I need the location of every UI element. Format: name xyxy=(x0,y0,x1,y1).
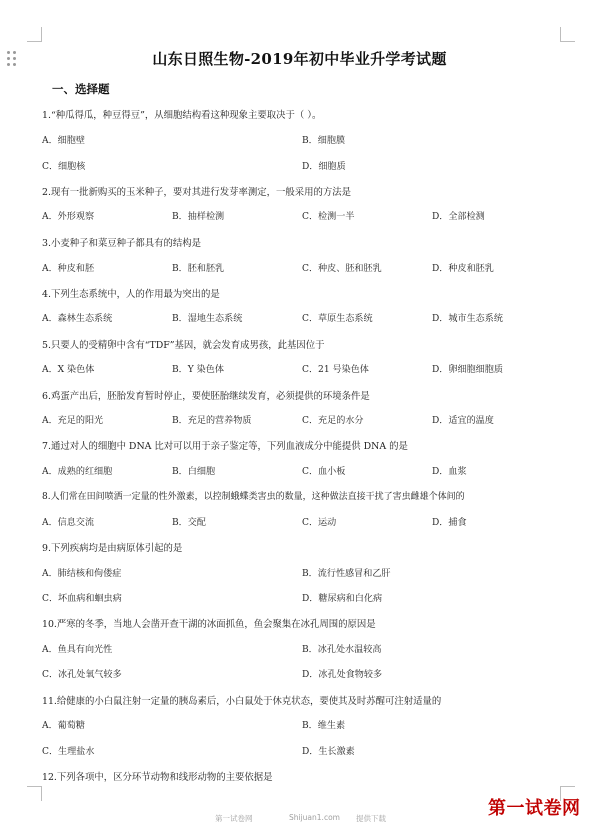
section-heading: 一、选择题 xyxy=(52,82,110,96)
question-1-option-a[interactable]: A．细胞壁 xyxy=(42,136,85,146)
question-3-option-a[interactable]: A．种皮和胚 xyxy=(42,264,95,274)
question-10-option-d[interactable]: D．冰孔处食物较多 xyxy=(302,670,383,680)
question-9-option-c[interactable]: C．坏血病和蛔虫病 xyxy=(42,594,122,604)
question-6-option-a[interactable]: A．充足的阳光 xyxy=(42,416,104,426)
question-2: 2.现有一批新购买的玉米种子，要对其进行发芽率测定，一般采用的方法是 xyxy=(42,187,351,198)
question-2-option-b[interactable]: B．抽样检测 xyxy=(172,212,225,222)
question-9-option-a[interactable]: A．肺结核和佝偻症 xyxy=(42,569,122,579)
question-5: 5.只要人的受精卵中含有“TDF”基因，就会发育成男孩，此基因位于 xyxy=(42,340,325,351)
question-4-option-b[interactable]: B．湿地生态系统 xyxy=(172,314,243,324)
question-5-option-d[interactable]: D．卵细胞细胞质 xyxy=(432,365,503,375)
question-9: 9.下列疾病均是由病原体引起的是 xyxy=(42,543,183,554)
crop-mark-bottom-left xyxy=(27,786,42,801)
question-1-option-c[interactable]: C．细胞核 xyxy=(42,162,86,172)
question-3-option-d[interactable]: D．种皮和胚乳 xyxy=(432,264,494,274)
question-3: 3.小麦种子和菜豆种子都具有的结构是 xyxy=(42,238,201,249)
question-3-option-c[interactable]: C．种皮、胚和胚乳 xyxy=(302,264,382,274)
question-11: 11.给健康的小白鼠注射一定量的胰岛素后，小白鼠处于休克状态，要使其及时苏醒可注射适量的 xyxy=(42,696,442,707)
question-11-option-b[interactable]: B．维生素 xyxy=(302,721,346,731)
question-1: 1.“种瓜得瓜，种豆得豆”，从细胞结构看这种现象主要取决于（ ）。 xyxy=(42,110,322,121)
question-6-option-d[interactable]: D．适宜的温度 xyxy=(432,416,494,426)
question-6: 6.鸡蛋产出后，胚胎发育暂时停止，要使胚胎继续发育，必须提供的环境条件是 xyxy=(42,391,370,402)
question-2-option-a[interactable]: A．外形观察 xyxy=(42,212,95,222)
question-9-option-b[interactable]: B．流行性感冒和乙肝 xyxy=(302,569,391,579)
question-11-option-c[interactable]: C．生理盐水 xyxy=(42,747,95,757)
question-5-option-b[interactable]: B．Y 染色体 xyxy=(172,365,224,375)
question-8-option-c[interactable]: C．运动 xyxy=(302,518,337,528)
question-4-option-d[interactable]: D．城市生态系统 xyxy=(432,314,503,324)
question-2-option-d[interactable]: D．全部检测 xyxy=(432,212,485,222)
question-11-option-a[interactable]: A．葡萄糖 xyxy=(42,721,85,731)
question-10-option-a[interactable]: A．鱼具有向光性 xyxy=(42,645,113,655)
question-1-option-b[interactable]: B．细胞膜 xyxy=(302,136,346,146)
question-6-option-c[interactable]: C．充足的水分 xyxy=(302,416,364,426)
crop-mark-top-left xyxy=(27,27,42,42)
question-8-option-b[interactable]: B．交配 xyxy=(172,518,206,528)
question-7: 7.通过对人的细胞中 DNA 比对可以用于亲子鉴定等，下列血液成分中能提供 DNA 的是 xyxy=(42,441,408,452)
question-11-option-d[interactable]: D．生长激素 xyxy=(302,747,355,757)
question-6-option-b[interactable]: B．充足的营养物质 xyxy=(172,416,252,426)
question-7-option-d[interactable]: D．血浆 xyxy=(432,467,467,477)
question-5-option-a[interactable]: A．X 染色体 xyxy=(42,365,95,375)
crop-mark-top-right xyxy=(560,27,575,42)
question-5-option-c[interactable]: C．21 号染色体 xyxy=(302,365,369,375)
question-8: 8.人们常在田间喷洒一定量的性外激素，以控制蛾蝶类害虫的数量，这种做法直接干扰了害虫雌雄个体间的 xyxy=(42,492,465,502)
question-3-option-b[interactable]: B．胚和胚乳 xyxy=(172,264,225,274)
footer-download-note: 提供下载 xyxy=(356,814,386,823)
question-10-option-c[interactable]: C．冰孔处氧气较多 xyxy=(42,670,122,680)
question-8-option-d[interactable]: D．捕食 xyxy=(432,518,467,528)
question-7-option-a[interactable]: A．成熟的红细胞 xyxy=(42,467,113,477)
question-4-option-c[interactable]: C．草原生态系统 xyxy=(302,314,373,324)
question-8-option-a[interactable]: A．信息交流 xyxy=(42,518,95,528)
question-12: 12.下列各项中，区分环节动物和线形动物的主要依据是 xyxy=(42,772,273,783)
question-4-option-a[interactable]: A．森林生态系统 xyxy=(42,314,113,324)
question-4: 4.下列生态系统中，人的作用最为突出的是 xyxy=(42,289,220,300)
question-7-option-c[interactable]: C．血小板 xyxy=(302,467,346,477)
question-1-option-d[interactable]: D．细胞质 xyxy=(302,162,346,172)
site-logo: 第一试卷网 xyxy=(488,798,581,819)
footer-site-domain[interactable]: Shijuan1.com xyxy=(289,813,340,822)
question-10-option-b[interactable]: B．冰孔处水温较高 xyxy=(302,645,382,655)
question-9-option-d[interactable]: D．糖尿病和白化病 xyxy=(302,594,383,604)
question-2-option-c[interactable]: C．检测一半 xyxy=(302,212,355,222)
document-title: 山东日照生物-2019年初中毕业升学考试题 xyxy=(152,50,447,68)
question-7-option-b[interactable]: B．白细胞 xyxy=(172,467,216,477)
question-10: 10.严寒的冬季，当地人会凿开查干湖的冰面抓鱼，鱼会聚集在冰孔周围的原因是 xyxy=(42,619,376,630)
footer-site-name: 第一试卷网 xyxy=(215,814,253,823)
